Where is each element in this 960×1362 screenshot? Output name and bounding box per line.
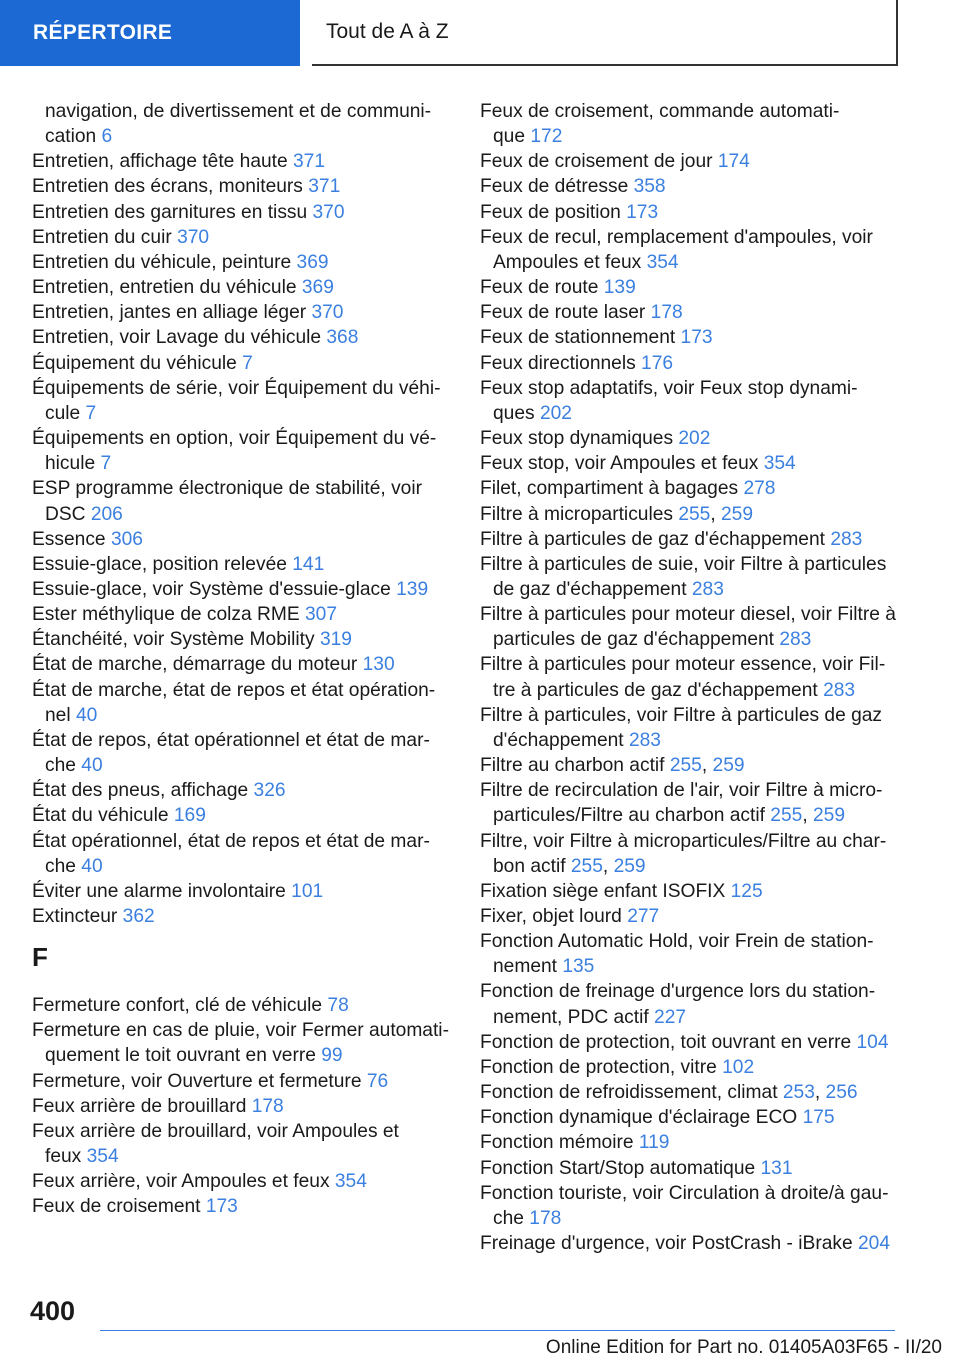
index-entry-text: Feux de croisement de jour: [480, 151, 718, 173]
index-entry-text: particules/Filtre au charbon actif: [493, 805, 771, 827]
page-reference-link[interactable]: 283: [830, 528, 863, 550]
page-reference-link[interactable]: 173: [205, 1196, 238, 1218]
page-reference-link[interactable]: 354: [334, 1171, 367, 1193]
index-entry-text: Filtre à particules de suie, voir Filtre à particules: [480, 553, 887, 575]
page-reference-link[interactable]: 255: [770, 805, 803, 827]
index-entry-text: che: [45, 855, 82, 877]
index-entry-text: Fonction de refroidissement, climat: [480, 1082, 783, 1104]
index-entry: [32, 1018, 452, 1043]
index-entry-text: Fonction Start/Stop automatique: [480, 1157, 761, 1179]
page-ref-separator: ,: [802, 805, 813, 827]
index-entry: [32, 527, 452, 552]
index-entry: [480, 1181, 895, 1206]
page-reference-link[interactable]: 40: [75, 704, 98, 726]
page-reference-link[interactable]: 283: [823, 679, 856, 701]
index-entry-text: Éviter une alarme involontaire: [32, 880, 292, 902]
index-entry-text: d'échappement: [493, 729, 629, 751]
index-entry-continuation: [32, 753, 452, 778]
index-entry-text: Fixer, objet lourd: [480, 906, 628, 927]
index-entry-text: État de marche, démarrage du moteur: [32, 654, 363, 676]
page-reference-link[interactable]: 178: [650, 302, 683, 324]
index-entry: [32, 351, 452, 376]
index-entry-text: che: [45, 755, 82, 777]
footer-edition: Online Edition for Part no. 01405A03F65 - II/20: [545, 1337, 942, 1358]
index-entry: [480, 753, 895, 778]
page-reference-link[interactable]: 175: [802, 1107, 835, 1129]
index-entry: [480, 1080, 895, 1105]
index-entry-text: Équipements de série, voir Équipement du véhi-: [32, 377, 441, 399]
index-entry-continuation: [32, 854, 452, 879]
index-entry-text: Essence: [32, 528, 111, 550]
index-entry-text: Fonction touriste, voir Circulation à droite/à gau-: [480, 1182, 889, 1204]
page-reference-link[interactable]: 369: [296, 251, 329, 273]
page-reference-link[interactable]: 227: [654, 1006, 687, 1028]
index-entry-text: Fonction dynamique d'éclairage ECO: [480, 1107, 803, 1129]
index-entry-text: Entretien, jantes en alliage léger: [32, 302, 312, 324]
index-entry-continuation: [32, 401, 452, 426]
page-reference-link[interactable]: 306: [110, 528, 143, 550]
footer-divider: [100, 1330, 895, 1331]
index-entry-text: de gaz d'échappement: [493, 578, 692, 600]
page-reference-link[interactable]: 139: [603, 277, 636, 299]
index-entry-text: État du véhicule: [32, 805, 174, 827]
index-entry-text: ques: [493, 402, 540, 424]
index-entry-text: hicule: [45, 453, 101, 475]
index-entry-text: Essuie-glace, voir Système d'essuie-glace: [32, 578, 397, 600]
page-reference-link[interactable]: 78: [327, 995, 349, 1017]
index-entry-text: Filtre à particules, voir Filtre à particules de gaz: [480, 704, 883, 726]
page-reference-link[interactable]: 6: [101, 126, 113, 148]
index-entry: [32, 577, 452, 602]
index-entry: [480, 1231, 895, 1256]
page-reference-link[interactable]: 370: [177, 226, 210, 248]
index-entry: [32, 426, 452, 451]
page-reference-link[interactable]: 99: [321, 1045, 343, 1067]
index-entry: [480, 1130, 895, 1155]
index-entry: [32, 250, 452, 275]
index-entry: [480, 275, 895, 300]
index-entry: [480, 1030, 895, 1055]
index-entry-text: Feux de croisement, commande automati-: [480, 101, 840, 122]
page-reference-link[interactable]: 172: [530, 126, 563, 148]
index-entry-text: Fonction mémoire: [480, 1132, 639, 1154]
page-reference-link[interactable]: 141: [292, 553, 325, 575]
page-reference-link[interactable]: 354: [646, 251, 679, 273]
index-entry: [32, 1169, 452, 1194]
index-entry-text: che: [493, 1207, 530, 1229]
page-reference-link[interactable]: 204: [858, 1233, 891, 1255]
page-reference-link[interactable]: 369: [301, 277, 334, 299]
index-column-right: [480, 99, 895, 1256]
index-entry: [480, 476, 895, 501]
index-entry: [480, 451, 895, 476]
page-reference-link[interactable]: 277: [627, 906, 660, 927]
index-entry-text: Fonction de protection, toit ouvrant en verre: [480, 1031, 857, 1053]
index-entry-text: Feux stop dynamiques: [480, 428, 679, 450]
index-entry-text: feux: [45, 1146, 87, 1168]
page-reference-link[interactable]: 283: [691, 578, 724, 600]
index-entry-continuation: [480, 954, 895, 979]
index-entry-continuation: [32, 1043, 452, 1068]
page-reference-link[interactable]: 7: [242, 352, 253, 374]
index-entry: [480, 225, 895, 250]
index-entry-text: État opérationnel, état de repos et état de mar-: [32, 830, 430, 852]
index-entry-text: nel: [45, 704, 76, 726]
index-entry: [480, 149, 895, 174]
page-reference-link[interactable]: 354: [86, 1146, 119, 1168]
page-reference-link[interactable]: 7: [85, 402, 97, 424]
index-entry-text: navigation, de divertissement et de communi-: [45, 101, 432, 122]
index-entry-continuation: [480, 124, 895, 149]
index-entry: [480, 929, 895, 954]
page-reference-link[interactable]: 104: [856, 1031, 889, 1053]
index-entry-text: Fonction de freinage d'urgence lors du station-: [480, 981, 876, 1003]
page-reference-link[interactable]: 368: [326, 327, 359, 349]
index-entry-text: Fonction de protection, vitre: [480, 1056, 723, 1078]
index-entry-text: État de marche, état de repos et état opération-: [32, 679, 436, 701]
index-entry: [480, 979, 895, 1004]
index-entry-text: Feux arrière de brouillard: [32, 1095, 252, 1117]
index-entry: [480, 99, 895, 124]
index-entry-text: cule: [45, 402, 86, 424]
index-entry-text: Ampoules et feux: [493, 251, 647, 273]
index-entry-text: Freinage d'urgence, voir PostCrash - iBrake: [480, 1233, 858, 1255]
index-entry: [32, 904, 452, 929]
index-entry-text: Feux de croisement: [32, 1196, 206, 1218]
page-reference-link[interactable]: 139: [396, 578, 429, 600]
index-entry-text: Feux stop, voir Ampoules et feux: [480, 453, 764, 475]
page-reference-link[interactable]: 178: [529, 1207, 562, 1229]
index-entry-text: Équipement du véhicule: [32, 352, 243, 374]
index-entry-text: Fermeture confort, clé de véhicule: [32, 995, 328, 1017]
section-title: Tout de A à Z: [326, 20, 449, 43]
index-entry-continuation: [480, 250, 895, 275]
index-entry-text: Filtre à particules pour moteur essence, voir Fil-: [480, 654, 886, 676]
index-entry: [32, 728, 452, 753]
section-title-box: [312, 0, 898, 66]
index-entry-text: État des pneus, affichage: [32, 780, 254, 802]
index-entry: [32, 879, 452, 904]
index-entry-text: Feux de route: [480, 277, 604, 299]
index-entry-text: Fermeture en cas de pluie, voir Fermer automati-: [32, 1020, 449, 1042]
index-entry-text: Entretien, affichage tête haute: [32, 151, 293, 173]
page-reference-link[interactable]: 255: [669, 755, 702, 777]
index-entry-text: Étanchéité, voir Système Mobility: [32, 629, 320, 651]
page-reference-link[interactable]: 131: [760, 1157, 793, 1179]
index-entry: [32, 1069, 452, 1094]
page-reference-link[interactable]: 283: [779, 629, 812, 651]
index-entry-text: Filtre à particules pour moteur diesel, voir Filtre à: [480, 604, 896, 626]
page-reference-link[interactable]: 169: [173, 805, 206, 827]
index-entry-text: Filtre au charbon actif: [480, 755, 670, 777]
page-reference-link[interactable]: 259: [812, 805, 845, 827]
index-entry: [32, 275, 452, 300]
index-entry-text: Filtre, voir Filtre à microparticules/Filtre au char-: [480, 830, 887, 852]
page-ref-separator: ,: [701, 755, 713, 777]
index-entry-text: Entretien des écrans, moniteurs: [32, 176, 309, 198]
index-entry-text: Ester méthylique de colza RME: [32, 604, 306, 626]
index-entry: [32, 652, 452, 677]
index-entry-text: Feux de position: [480, 201, 627, 223]
index-entry-text: Feux arrière de brouillard, voir Ampoules et: [32, 1120, 399, 1142]
index-entry: [32, 993, 452, 1018]
index-entry-text: Feux de stationnement: [480, 327, 681, 349]
index-entry: [480, 502, 895, 527]
index-entry: [32, 602, 452, 627]
index-entry: [480, 778, 895, 803]
index-entry-continuation: [480, 854, 895, 879]
index-entry-text: Feux stop adaptatifs, voir Feux stop dynami-: [480, 377, 858, 399]
index-entry-continuation: [32, 451, 452, 476]
page-reference-link[interactable]: 102: [722, 1056, 755, 1078]
index-entry-text: Feux de détresse: [480, 176, 634, 198]
index-entry-continuation: [480, 1206, 895, 1231]
page-reference-link[interactable]: 362: [122, 906, 155, 927]
page-reference-link[interactable]: 319: [319, 629, 352, 651]
page-reference-link[interactable]: 259: [721, 503, 754, 525]
index-entry: [480, 879, 895, 904]
index-entry-text: Entretien du véhicule, peinture: [32, 251, 297, 273]
index-entry-text: ESP programme électronique de stabilité, voir: [32, 478, 422, 500]
page-reference-link[interactable]: 370: [311, 302, 344, 324]
section-tab-label: RÉPERTOIRE: [33, 21, 173, 44]
index-entry: [32, 552, 452, 577]
page-reference-link[interactable]: 371: [308, 176, 341, 198]
page-reference-link[interactable]: 371: [293, 151, 326, 173]
page-reference-link[interactable]: 206: [90, 503, 123, 525]
index-entry: [480, 1055, 895, 1080]
index-entry-text: Filtre à particules de gaz d'échappement: [480, 528, 831, 550]
index-entry-text: Feux directionnels: [480, 352, 642, 374]
index-entry: [32, 200, 452, 225]
index-entry-text: Entretien des garnitures en tissu: [32, 201, 313, 223]
index-entry: [32, 376, 452, 401]
page-reference-link[interactable]: 370: [312, 201, 345, 223]
index-entry-continuation: [480, 678, 895, 703]
index-entry: [32, 829, 452, 854]
page-reference-link[interactable]: 174: [717, 151, 750, 173]
index-entry: [32, 325, 452, 350]
index-entry-continuation: [32, 502, 452, 527]
section-tab: [0, 0, 300, 66]
index-entry-text: particules de gaz d'échappement: [493, 629, 780, 651]
page-reference-link[interactable]: 7: [100, 453, 112, 475]
page-reference-link[interactable]: 283: [628, 729, 661, 751]
index-column-left: [32, 99, 452, 1220]
index-entry-text: cation: [45, 126, 102, 148]
index-entry-continuation: [32, 124, 452, 149]
page-reference-link[interactable]: 40: [81, 755, 103, 777]
index-entry: [480, 1156, 895, 1181]
index-entry: [480, 703, 895, 728]
index-entry: [32, 678, 452, 703]
index-entry-text: Fixation siège enfant ISOFIX: [480, 880, 731, 902]
index-entry: [32, 149, 452, 174]
index-entry-continuation: [480, 803, 895, 828]
index-entry-continuation: [480, 577, 895, 602]
index-entry: [32, 803, 452, 828]
page-ref-separator: ,: [710, 503, 722, 525]
page-reference-link[interactable]: 256: [825, 1082, 858, 1104]
page-reference-link[interactable]: 119: [638, 1132, 670, 1154]
page-reference-link[interactable]: 135: [562, 956, 595, 978]
index-entry-continuation: [480, 627, 895, 652]
index-entry-text: Essuie-glace, position relevée: [32, 553, 293, 575]
index-entry-text: Feux de route laser: [480, 302, 651, 324]
index-entry: [32, 627, 452, 652]
page-reference-link[interactable]: 255: [570, 855, 603, 877]
index-entry-continuation: [480, 401, 895, 426]
index-entry-continuation: [32, 703, 452, 728]
index-entry-text: Équipements en option, voir Équipement du vé-: [32, 428, 437, 450]
page-reference-link[interactable]: 176: [641, 352, 674, 374]
index-entry: [480, 829, 895, 854]
page-reference-link[interactable]: 130: [362, 654, 395, 676]
index-entry: [480, 174, 895, 199]
page-reference-link[interactable]: 253: [782, 1082, 815, 1104]
page-reference-link[interactable]: 178: [251, 1095, 284, 1117]
index-entry: [32, 476, 452, 501]
index-entry: [480, 527, 895, 552]
page-reference-link[interactable]: 40: [81, 855, 103, 877]
index-entry: [32, 225, 452, 250]
index-entry: [32, 174, 452, 199]
index-entry-text: Entretien, voir Lavage du véhicule: [32, 327, 327, 349]
index-entry-text: bon actif: [493, 855, 571, 877]
page-reference-link[interactable]: 358: [633, 176, 666, 198]
index-entry: [480, 325, 895, 350]
index-entry-continuation: [480, 728, 895, 753]
index-entry: [32, 300, 452, 325]
page-reference-link[interactable]: 173: [680, 327, 713, 349]
index-entry: [480, 351, 895, 376]
page-reference-link[interactable]: 202: [539, 402, 572, 424]
page-reference-link[interactable]: 259: [712, 755, 745, 777]
index-entry-text: que: [493, 126, 531, 148]
index-entry-text: tre à particules de gaz d'échappement: [493, 679, 824, 701]
index-entry-text: Feux arrière, voir Ampoules et feux: [32, 1171, 335, 1193]
page-reference-link[interactable]: 307: [305, 604, 338, 626]
page-reference-link[interactable]: 125: [730, 880, 763, 902]
index-entry-text: nement, PDC actif: [493, 1006, 655, 1028]
index-entry-continuation: [480, 1005, 895, 1030]
index-entry: [32, 778, 452, 803]
page-reference-link[interactable]: 259: [613, 855, 646, 877]
index-entry-text: Entretien du cuir: [32, 226, 178, 248]
index-entry-text: Feux de recul, remplacement d'ampoules, voir: [480, 226, 873, 248]
index-entry-text: Filet, compartiment à bagages: [480, 478, 744, 500]
index-entry-text: Fermeture, voir Ouverture et fermeture: [32, 1070, 367, 1092]
page-reference-link[interactable]: 354: [763, 453, 796, 475]
page-reference-link[interactable]: 326: [253, 780, 286, 802]
index-entry: [480, 1105, 895, 1130]
index-entry-text: Filtre à microparticules: [480, 503, 679, 525]
index-entry-text: Fonction Automatic Hold, voir Frein de station-: [480, 931, 874, 953]
index-entry: [32, 1119, 452, 1144]
index-entry: [480, 652, 895, 677]
index-entry-text: DSC: [45, 503, 91, 525]
index-entry: [32, 1094, 452, 1119]
index-entry: [480, 552, 895, 577]
index-entry: [480, 300, 895, 325]
index-entry-continuation: [32, 1144, 452, 1169]
page-reference-link[interactable]: 76: [366, 1070, 389, 1092]
index-entry: [32, 99, 452, 124]
index-letter-heading: F: [32, 942, 48, 973]
page-reference-link[interactable]: 101: [291, 880, 324, 902]
page-ref-separator: ,: [814, 1082, 826, 1104]
page-reference-link[interactable]: 278: [743, 478, 776, 500]
index-entry: [480, 602, 895, 627]
index-entry: [480, 904, 895, 929]
index-entry-text: nement: [493, 956, 563, 978]
index-entry-text: quement le toit ouvrant en verre: [45, 1045, 322, 1067]
index-entry: [480, 426, 895, 451]
page-number: 400: [30, 1296, 76, 1326]
index-entry: [480, 200, 895, 225]
index-entry-text: Entretien, entretien du véhicule: [32, 277, 302, 299]
page-reference-link[interactable]: 202: [678, 428, 711, 450]
index-entry-text: État de repos, état opérationnel et état de mar-: [32, 729, 430, 751]
page-ref-separator: ,: [602, 855, 614, 877]
index-entry-text: Filtre de recirculation de l'air, voir Filtre à micro-: [480, 780, 883, 802]
index-entry-text: Extincteur: [32, 906, 123, 927]
index-entry: [32, 1194, 452, 1219]
page-reference-link[interactable]: 173: [626, 201, 659, 223]
index-entry: [480, 376, 895, 401]
page-reference-link[interactable]: 255: [678, 503, 711, 525]
